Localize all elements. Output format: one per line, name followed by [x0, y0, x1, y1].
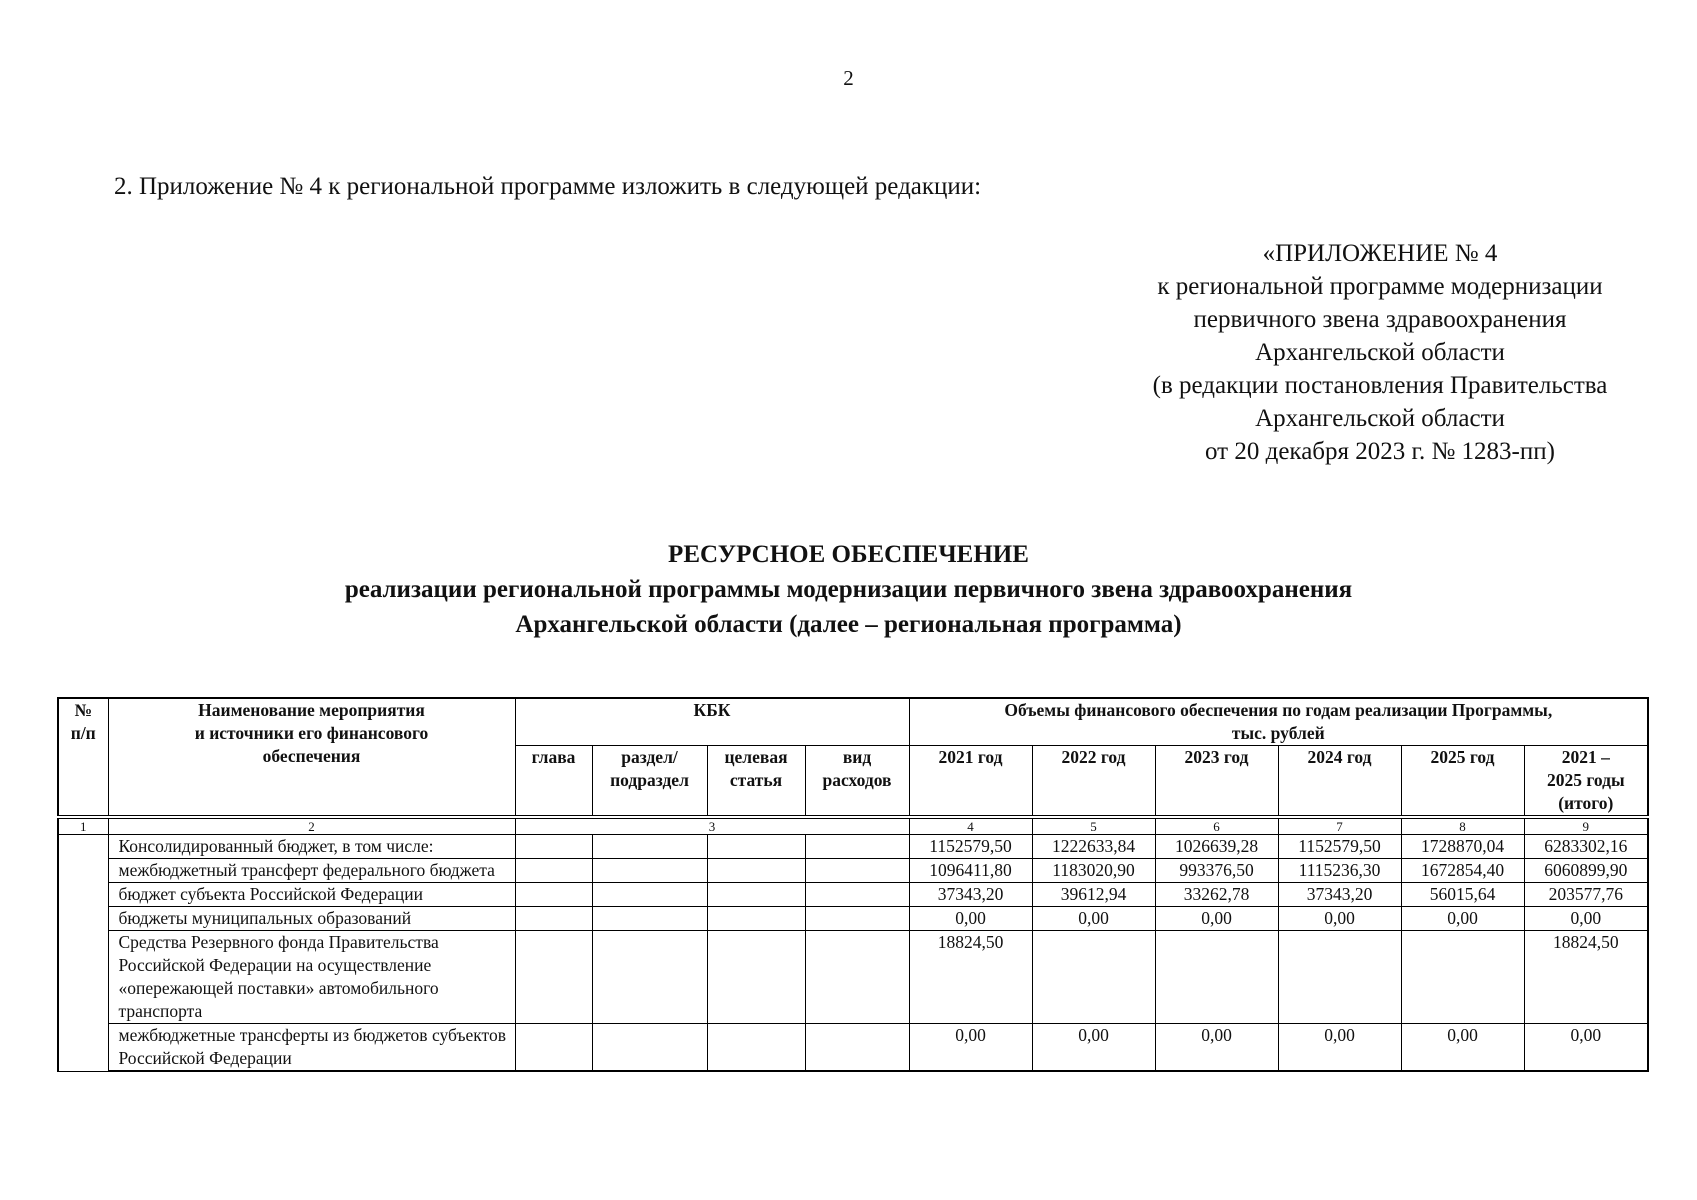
header-year-col: 2023 год — [1155, 746, 1278, 818]
value-cell: 1152579,50 — [909, 835, 1032, 859]
kbk-cell — [515, 835, 592, 859]
header-year-col: 2021 год — [909, 746, 1032, 818]
col-number: 3 — [515, 817, 909, 835]
kbk-cell — [592, 835, 707, 859]
value-cell: 1115236,30 — [1278, 859, 1401, 883]
value-cell: 0,00 — [1401, 907, 1524, 931]
page-number: 2 — [843, 66, 854, 90]
document-title — [0, 537, 1697, 642]
value-cell — [1032, 931, 1155, 1024]
value-cell: 1096411,80 — [909, 859, 1032, 883]
col-number: 6 — [1155, 817, 1278, 835]
kbk-cell — [592, 907, 707, 931]
table-row — [58, 883, 1648, 907]
value-cell: 0,00 — [1032, 1024, 1155, 1072]
value-cell: 1672854,40 — [1401, 859, 1524, 883]
row-name: межбюджетный трансферт федерального бюджета — [108, 859, 515, 883]
kbk-cell — [707, 883, 805, 907]
header-kbk-col: раздел/ подраздел — [592, 746, 707, 818]
value-cell: 203577,76 — [1524, 883, 1648, 907]
table-row — [58, 931, 1648, 1024]
value-cell: 6060899,90 — [1524, 859, 1648, 883]
value-cell — [1155, 931, 1278, 1024]
title-line-3: Архангельской области (далее – региональная программа) — [515, 611, 1182, 638]
value-cell: 0,00 — [909, 1024, 1032, 1072]
kbk-cell — [805, 883, 909, 907]
col-number: 4 — [909, 817, 1032, 835]
kbk-cell — [805, 1024, 909, 1072]
appendix-line: «ПРИЛОЖЕНИЕ № 4 — [1262, 240, 1498, 267]
value-cell: 37343,20 — [1278, 883, 1401, 907]
header-volumes: Объемы финансового обеспечения по годам реализации Программы, тыс. рублей — [909, 698, 1648, 746]
value-cell: 33262,78 — [1155, 883, 1278, 907]
appendix-line: от 20 декабря 2023 г. № 1283-пп) — [1205, 438, 1555, 465]
kbk-cell — [515, 859, 592, 883]
value-cell: 1728870,04 — [1401, 835, 1524, 859]
col-number: 7 — [1278, 817, 1401, 835]
value-cell: 1183020,90 — [1032, 859, 1155, 883]
intro-paragraph: 2. Приложение № 4 к региональной программе изложить в следующей редакции: — [114, 173, 982, 200]
value-cell: 993376,50 — [1155, 859, 1278, 883]
kbk-cell — [805, 859, 909, 883]
row-name: бюджеты муниципальных образований — [108, 907, 515, 931]
kbk-cell — [805, 907, 909, 931]
row-name: межбюджетные трансферты из бюджетов субъектов Российской Федерации — [108, 1024, 515, 1072]
col-number: 8 — [1401, 817, 1524, 835]
value-cell: 56015,64 — [1401, 883, 1524, 907]
table-body — [58, 835, 1648, 1072]
value-cell: 1026639,28 — [1155, 835, 1278, 859]
table-row — [58, 1024, 1648, 1072]
header-name: Наименование мероприятия и источники его финансового обеспечения — [108, 698, 515, 817]
kbk-cell — [707, 1024, 805, 1072]
kbk-cell — [592, 1024, 707, 1072]
table-row — [58, 835, 1648, 859]
value-cell: 6283302,16 — [1524, 835, 1648, 859]
header-kbk-col: глава — [515, 746, 592, 818]
header-year-col: 2021 – 2025 годы (итого) — [1524, 746, 1648, 818]
col-number: 9 — [1524, 817, 1648, 835]
value-cell: 18824,50 — [909, 931, 1032, 1024]
row-name: бюджет субъекта Российской Федерации — [108, 883, 515, 907]
kbk-cell — [805, 835, 909, 859]
kbk-cell — [707, 931, 805, 1024]
header-kbk-col: вид расходов — [805, 746, 909, 818]
kbk-cell — [515, 1024, 592, 1072]
kbk-cell — [592, 859, 707, 883]
value-cell: 0,00 — [1155, 907, 1278, 931]
kbk-cell — [707, 859, 805, 883]
value-cell: 0,00 — [1524, 1024, 1648, 1072]
value-cell — [1401, 931, 1524, 1024]
appendix-line: Архангельской области — [1255, 339, 1505, 366]
appendix-line: Архангельской области — [1255, 405, 1505, 432]
value-cell: 39612,94 — [1032, 883, 1155, 907]
kbk-cell — [515, 907, 592, 931]
appendix-line: к региональной программе модернизации — [1157, 273, 1603, 300]
kbk-cell — [707, 835, 805, 859]
header-num: № п/п — [58, 698, 108, 817]
value-cell: 0,00 — [1401, 1024, 1524, 1072]
header-year-col: 2025 год — [1401, 746, 1524, 818]
value-cell: 1152579,50 — [1278, 835, 1401, 859]
header-year-col: 2024 год — [1278, 746, 1401, 818]
header-kbk-col: целевая статья — [707, 746, 805, 818]
value-cell: 18824,50 — [1524, 931, 1648, 1024]
kbk-cell — [515, 883, 592, 907]
title-line-2: реализации региональной программы модернизации первичного звена здравоохранения — [344, 576, 1353, 603]
col-number: 2 — [108, 817, 515, 835]
value-cell: 0,00 — [909, 907, 1032, 931]
col-number: 5 — [1032, 817, 1155, 835]
row-number-cell — [58, 835, 108, 1072]
value-cell: 0,00 — [1032, 907, 1155, 931]
appendix-line: (в редакции постановления Правительства — [1152, 372, 1608, 399]
value-cell: 0,00 — [1278, 907, 1401, 931]
value-cell: 37343,20 — [909, 883, 1032, 907]
row-name: Средства Резервного фонда Правительства Российской Федерации на осуществление «опережающей поставки» автомобильного транспорта — [108, 931, 515, 1024]
appendix-line: первичного звена здравоохранения — [1193, 306, 1567, 333]
kbk-cell — [592, 931, 707, 1024]
header-year-col: 2022 год — [1032, 746, 1155, 818]
kbk-cell — [592, 883, 707, 907]
header-kbk: КБК — [515, 698, 909, 746]
kbk-cell — [805, 931, 909, 1024]
appendix-header — [1095, 237, 1665, 468]
table-row — [58, 907, 1648, 931]
value-cell: 0,00 — [1524, 907, 1648, 931]
value-cell: 0,00 — [1155, 1024, 1278, 1072]
col-number: 1 — [58, 817, 108, 835]
kbk-cell — [515, 931, 592, 1024]
value-cell: 1222633,84 — [1032, 835, 1155, 859]
row-name: Консолидированный бюджет, в том числе: — [108, 835, 515, 859]
value-cell: 0,00 — [1278, 1024, 1401, 1072]
title-line-1: РЕСУРСНОЕ ОБЕСПЕЧЕНИЕ — [668, 541, 1029, 568]
kbk-cell — [707, 907, 805, 931]
resource-table — [57, 697, 1649, 1072]
table-row — [58, 859, 1648, 883]
value-cell — [1278, 931, 1401, 1024]
